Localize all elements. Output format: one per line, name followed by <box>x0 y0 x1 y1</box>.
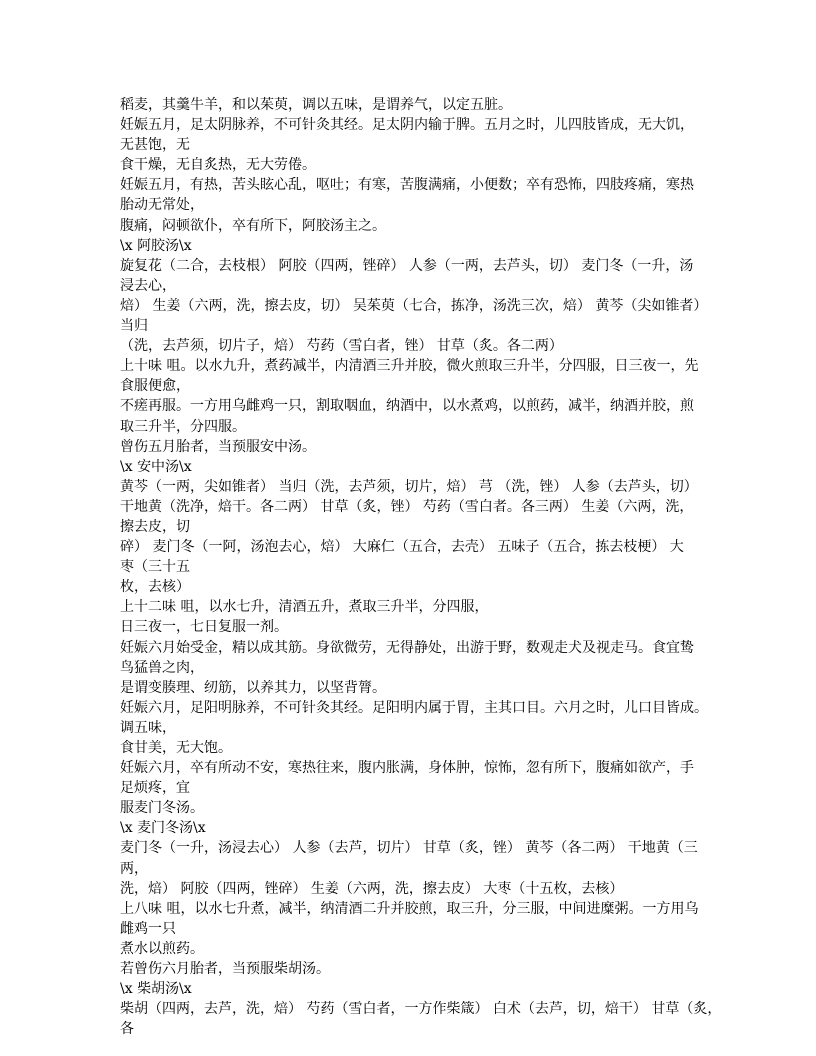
text-line: 麦门冬（一升，汤浸去心） 人参（去芦，切片） 甘草（炙，锉） 黄芩（各二两） 干地黄（三 <box>120 840 698 857</box>
text-line: 食干燥，无自炙热，无大劳倦。 <box>120 157 316 174</box>
text-line: 浸去心， <box>120 277 176 294</box>
section-heading: \x 阿胶汤\x <box>120 237 192 254</box>
text-line: 妊娠五月，足太阴脉养，不可针灸其经。足太阴内输于脾。五月之时，儿四肢皆成，无大饥， <box>120 117 694 134</box>
text-line: 腹痛，闷顿欲仆，卒有所下，阿胶汤主之。 <box>120 217 386 234</box>
text-line: 无甚饱，无 <box>120 137 190 154</box>
text-line: 食甘美，无大饱。 <box>120 740 232 756</box>
text-line: 各 <box>120 1021 134 1038</box>
text-line: 上十二味 咀，以水七升，清酒五升，煮取三升半，分四服， <box>120 599 489 616</box>
text-line: （洗，去芦须，切片子，焙） 芍药（雪白者，锉） 甘草（炙。各二两） <box>120 338 563 355</box>
text-line: 鸟猛兽之肉， <box>120 659 204 676</box>
text-line: 洗，焙） 阿胶（四两，锉碎） 生姜（六两，洗，擦去皮） 大枣（十五枚，去核） <box>120 880 624 897</box>
text-line: 胎动无常处， <box>120 197 204 214</box>
text-line: 足烦疼，宜 <box>120 780 190 797</box>
section-heading: \x 柴胡汤\x <box>120 981 192 998</box>
text-line: 若曾伤六月胎者，当预服柴胡汤。 <box>120 961 330 978</box>
text-line: 上十味 咀。以水九升，煮药减半，内清酒三升并胶，微火煎取三升半，分四服，日三夜一，先 <box>120 358 699 375</box>
text-line: 擦去皮，切 <box>120 518 190 535</box>
text-line: 稻麦，其羹牛羊，和以茱萸，调以五味，是谓养气，以定五脏。 <box>120 97 512 113</box>
text-line: 枚，去核） <box>120 579 190 596</box>
text-line: 两， <box>120 860 148 877</box>
text-line: 取三升半，分四服。 <box>120 418 246 435</box>
text-line: 不瘥再服。一方用乌雌鸡一只，割取咽血，纳酒中，以水煮鸡，以煎药，减半，纳酒并胶，煎 <box>120 398 694 415</box>
text-line: 食服便愈， <box>120 378 190 395</box>
text-line: 碎） 麦门冬（一阿，汤泡去心，焙） 大麻仁（五合，去壳） 五味子（五合，拣去枝梗） 大 <box>120 539 684 556</box>
text-line: 妊娠六月，足阳明脉养，不可针灸其经。足阳明内属于胃，主其口目。六月之时，儿口目皆成。 <box>120 699 708 716</box>
text-line: 曾伤五月胎者，当预服安中汤。 <box>120 438 316 455</box>
text-line: 当归 <box>120 318 148 335</box>
text-line: 黄芩（一两，尖如锥者） 当归（洗，去芦须，切片，焙） 芎 （洗，锉） 人参（去芦头，切） <box>120 478 698 495</box>
text-line: 是谓变腠理、纫筋，以养其力，以坚背膂。 <box>120 679 386 696</box>
text-line: 旋复花（二合，去枝根） 阿胶（四两，锉碎） 人参（一两，去芦头，切） 麦门冬（一升，汤 <box>120 257 694 274</box>
text-line: 焙） 生姜（六两，洗，擦去皮，切） 吴茱萸（七合，拣净，汤洗三次，焙） 黄芩（尖如锥者） <box>120 297 708 314</box>
text-line: 妊娠六月始受金，精以成其筋。身欲微劳，无得静处，出游于野，数观走犬及视走马。食宜鸷 <box>120 639 694 656</box>
text-line: 妊娠五月，有热，苦头眩心乱，呕吐；有寒，苦腹满痛，小便数；卒有恐怖，四肢疼痛，寒热 <box>120 177 694 194</box>
text-line: 柴胡（四两，去芦，洗，焙） 芍药（雪白者，一方作柴箴） 白术（去芦，切，焙干） 甘草（炙， <box>120 1001 722 1018</box>
text-line: 日三夜一，七日复服一剂。 <box>120 619 288 636</box>
text-line: 服麦门冬汤。 <box>120 800 204 817</box>
text-line: 雌鸡一只 <box>120 920 176 937</box>
section-heading: \x 安中汤\x <box>120 458 192 475</box>
text-line: 妊娠六月，卒有所动不安，寒热往来，腹内胀满，身体肿，惊怖，忽有所下，腹痛如欲产，手 <box>120 760 694 777</box>
text-line: 调五味， <box>120 719 176 736</box>
section-heading: \x 麦门冬汤\x <box>120 820 206 837</box>
text-line: 煮水以煎药。 <box>120 940 204 957</box>
document-page <box>120 95 722 1039</box>
text-line: 枣（三十五 <box>120 559 190 576</box>
text-line: 上八味 咀，以水七升煮，减半，纳清酒二升并胶煎，取三升，分三服，中间进糜粥。一方用乌 <box>120 900 699 917</box>
text-line: 干地黄（洗净，焙干。各二两） 甘草（炙，锉） 芍药（雪白者。各三两） 生姜（六两，洗， <box>120 498 694 515</box>
